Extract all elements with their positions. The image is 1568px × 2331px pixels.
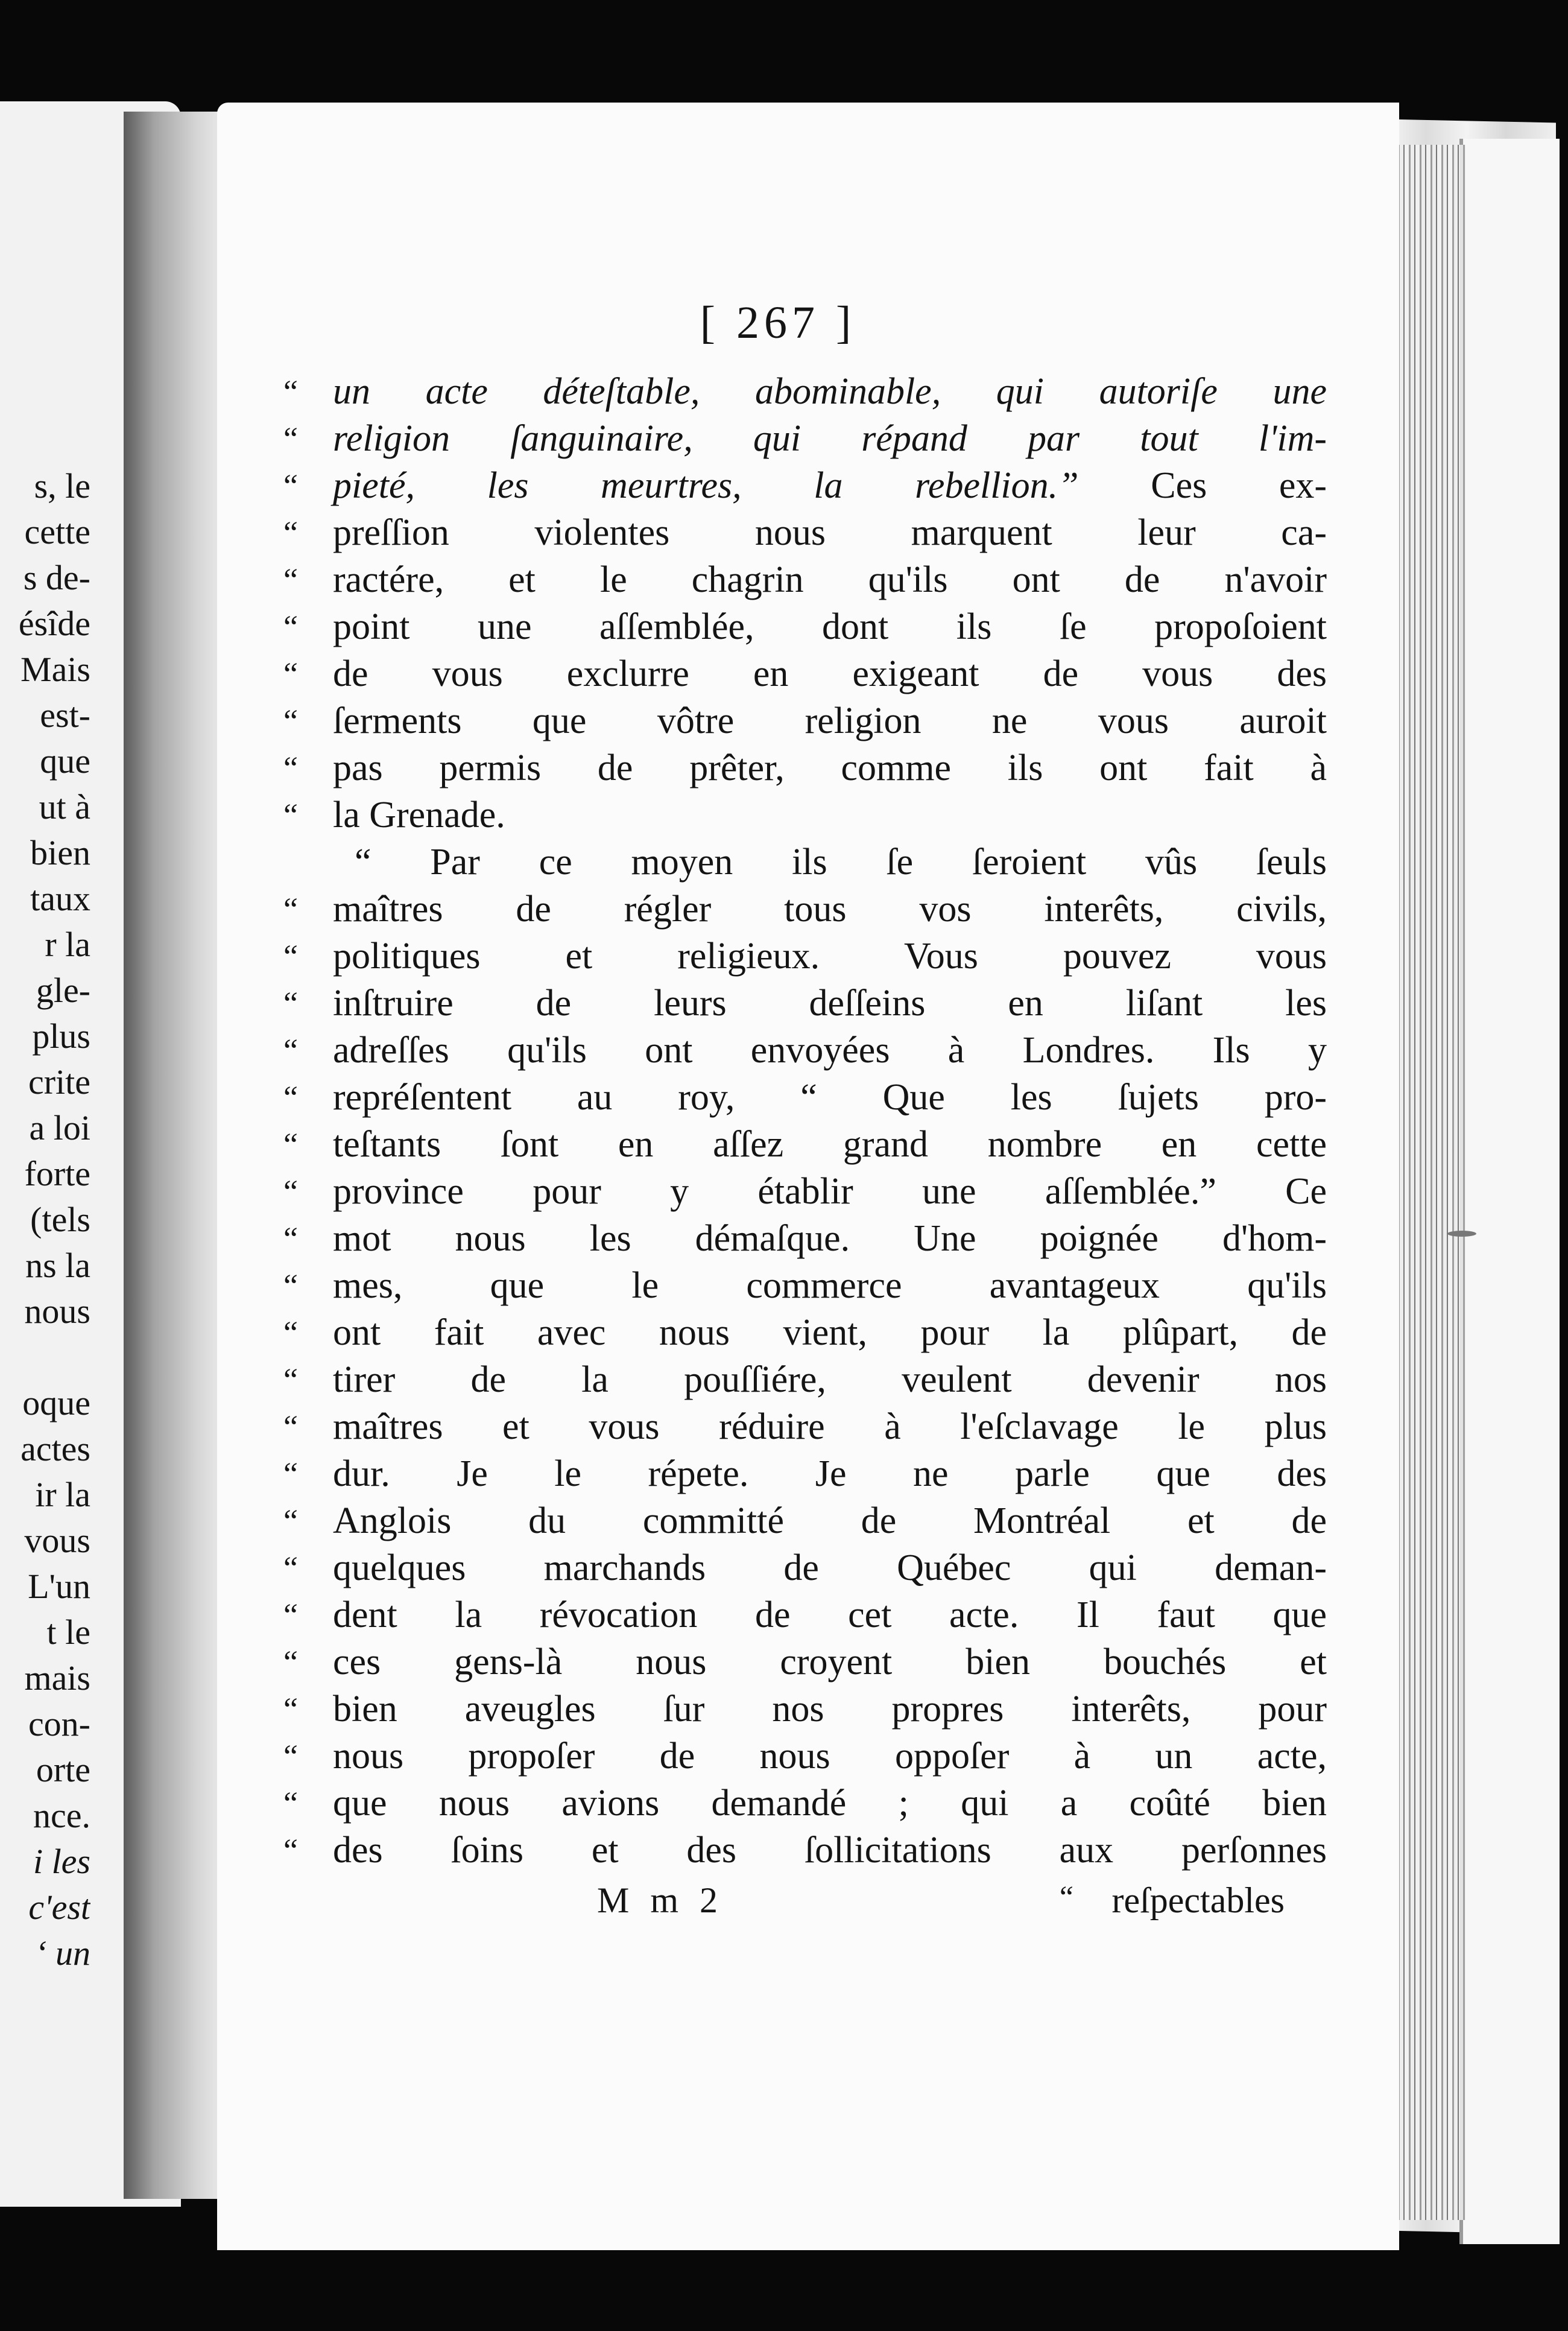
line-quote-mark: “: [283, 373, 298, 410]
text-line: [283, 1168, 1327, 1215]
line-quote-mark: “: [283, 1691, 298, 1727]
text-line: [283, 1827, 1327, 1874]
text-line: [283, 415, 1327, 462]
line-quote-mark: “: [283, 1173, 298, 1210]
text-line: [283, 650, 1327, 697]
line-quote-mark: “: [283, 985, 298, 1021]
line-quote-mark: “: [283, 1362, 298, 1398]
previous-page-line: t le: [46, 1613, 90, 1652]
line-quote-mark: “: [283, 656, 298, 692]
previous-page-line: ir la: [35, 1475, 90, 1514]
line-text: maîtres et vous réduire à l'eſclavage le plus: [333, 1406, 1327, 1447]
line-quote-mark: “: [283, 1126, 298, 1162]
book-gutter-shadow: [124, 112, 226, 2199]
signature-mark: M m 2: [597, 1880, 724, 1920]
line-quote-mark: “: [283, 1550, 298, 1586]
line-quote-mark: “: [283, 1785, 298, 1821]
previous-page-line: est-: [40, 696, 90, 735]
previous-page-line: que: [40, 741, 90, 781]
line-text: ſerments que vôtre religion ne vous auroit: [333, 700, 1327, 741]
line-quote-mark: “: [283, 420, 298, 457]
line-quote-mark: “: [283, 1503, 298, 1539]
text-line: [283, 1215, 1327, 1262]
line-quote-mark: “: [283, 1267, 298, 1304]
previous-page-line: s de-: [23, 558, 90, 597]
text-line: [283, 697, 1327, 744]
text-line: [283, 980, 1327, 1027]
page-text-block: [283, 290, 1327, 1934]
previous-page-line: vous: [24, 1521, 90, 1560]
back-cover-board: [1459, 139, 1560, 2244]
line-text: point une aſſemblée, dont ils ſe propoſoient: [333, 606, 1327, 647]
line-text: nous propoſer de nous oppoſer à un acte,: [333, 1736, 1327, 1777]
previous-page-line: oque: [22, 1383, 90, 1422]
text-line: [283, 1497, 1327, 1544]
line-text: ractére, et le chagrin qu'ils ont de n'avoir: [333, 559, 1327, 600]
line-quote-mark: “: [283, 468, 298, 504]
line-quote-mark: “: [283, 1597, 298, 1633]
line-quote-mark: “: [283, 1079, 298, 1115]
text-line: [283, 462, 1327, 509]
text-line: [283, 1733, 1327, 1780]
previous-page-line: ns la: [25, 1246, 90, 1285]
previous-page-line: a loi: [29, 1108, 90, 1147]
text-line: [283, 744, 1327, 791]
previous-page-line: (tels: [30, 1200, 90, 1239]
line-quote-mark: “: [283, 1644, 298, 1680]
line-quote-mark: “: [283, 797, 298, 833]
page-267: [217, 103, 1399, 2250]
line-quote-mark: “: [283, 938, 298, 974]
previous-page-line: nous: [24, 1292, 90, 1331]
text-line: [283, 933, 1327, 980]
line-text: que nous avions demandé ; qui a coûté bien: [333, 1783, 1327, 1824]
text-line: [283, 1403, 1327, 1450]
previous-page-line: forte: [24, 1154, 90, 1193]
text-line: [283, 1544, 1327, 1591]
text-line: [283, 839, 1327, 886]
previous-page-line: i les: [33, 1842, 90, 1881]
line-quote-mark: “: [283, 1220, 298, 1257]
previous-page-line: mais: [24, 1658, 90, 1698]
previous-page-line: con-: [28, 1704, 90, 1743]
previous-page-text: [0, 463, 90, 1976]
line-text: pas permis de prêter, comme ils ont fait à: [333, 747, 1327, 788]
line-text: “ Par ce moyen ils ſe ſeroient vûs ſeuls: [355, 842, 1327, 883]
previous-page-line: ut à: [39, 787, 90, 826]
previous-page-line: bien: [30, 833, 90, 872]
page-footer: [283, 1880, 1327, 1934]
text-line: [283, 1356, 1327, 1403]
line-quote-mark: “: [283, 703, 298, 739]
line-quote-mark: “: [283, 515, 298, 551]
line-text: politiques et religieux. Vous pouvez vous: [333, 936, 1327, 977]
line-text: dent la révocation de cet acte. Il faut que: [333, 1594, 1327, 1635]
line-text: repréſentent au roy, “ Que les ſujets pro-: [333, 1077, 1327, 1118]
line-text: Anglois du committé de Montréal et de: [333, 1500, 1327, 1541]
text-line: [283, 1686, 1327, 1733]
text-line: [283, 556, 1327, 603]
line-text: inſtruire de leurs deſſeins en liſant les: [333, 983, 1327, 1024]
line-text: [333, 462, 1327, 509]
previous-page-line: gle-: [36, 971, 90, 1010]
previous-page-line: plus: [32, 1016, 90, 1056]
text-line: [283, 1591, 1327, 1638]
line-text: un acte déteſtable, abominable, qui autoriſe une: [333, 371, 1327, 412]
line-text: dur. Je le répete. Je ne parle que des: [333, 1453, 1327, 1494]
text-line: [283, 791, 1327, 839]
line-quote-mark: “: [283, 609, 298, 645]
text-line: [283, 1780, 1327, 1827]
text-line: [283, 886, 1327, 933]
line-quote-mark: “: [283, 1409, 298, 1445]
line-quote-mark: “: [283, 1315, 298, 1351]
previous-page-line: orte: [36, 1750, 90, 1789]
previous-page-line: taux: [30, 879, 90, 918]
previous-page-line: cette: [24, 512, 90, 551]
text-line: [283, 1074, 1327, 1121]
page-number-header: [ 267 ]: [700, 297, 856, 348]
line-text: bien aveugles ſur nos propres interêts, pour: [333, 1689, 1327, 1730]
text-line: [283, 1638, 1327, 1686]
line-text: teſtants ſont en aſſez grand nombre en cette: [333, 1124, 1327, 1165]
line-text: ont fait avec nous vient, pour la plûpart, de: [333, 1312, 1327, 1353]
line-text: province pour y établir une aſſemblée.” Ce: [333, 1171, 1327, 1212]
previous-page-line: r la: [45, 925, 90, 964]
previous-page-line: nce.: [33, 1796, 90, 1835]
line-text-roman: Ces ex-: [1078, 465, 1327, 506]
previous-page-line: ésîde: [18, 604, 90, 643]
line-quote-mark: “: [283, 1738, 298, 1774]
text-line: [283, 1450, 1327, 1497]
line-quote-mark: “: [283, 891, 298, 927]
previous-page-line: L'un: [28, 1567, 90, 1606]
line-quote-mark: “: [283, 562, 298, 598]
previous-page-line: s, le: [34, 466, 90, 506]
line-text: quelques marchands de Québec qui deman-: [333, 1547, 1327, 1588]
line-text: preſſion violentes nous marquent leur ca-: [333, 512, 1327, 553]
line-text-italic: pieté, les meurtres, la rebellion.”: [333, 465, 1079, 506]
line-text: mes, que le commerce avantageux qu'ils: [333, 1265, 1327, 1306]
line-quote-mark: “: [283, 750, 298, 786]
line-text: de vous exclurre en exigeant de vous des: [333, 653, 1327, 694]
text-line: [283, 509, 1327, 556]
paper-speck: [1447, 1231, 1476, 1237]
text-line: [283, 368, 1327, 415]
text-line: [283, 1309, 1327, 1356]
text-line: [283, 1121, 1327, 1168]
previous-page-line: ‘ un: [35, 1933, 90, 1973]
line-text: mot nous les démaſque. Une poignée d'hom-: [333, 1218, 1327, 1259]
previous-page-line: c'est: [28, 1888, 90, 1927]
line-quote-mark: “: [283, 1456, 298, 1492]
text-line: [283, 1262, 1327, 1309]
previous-page-line: crite: [28, 1062, 90, 1102]
line-text: adreſſes qu'ils ont envoyées à Londres. Ils y: [333, 1030, 1327, 1071]
line-text: la Grenade.: [333, 794, 505, 836]
previous-page-line: [0, 1334, 90, 1380]
line-quote-mark: “: [283, 1032, 298, 1068]
line-text: tirer de la pouſſiére, veulent devenir nos: [333, 1359, 1327, 1400]
line-text: des ſoins et des ſollicitations aux perſonnes: [333, 1830, 1327, 1871]
previous-page-line: actes: [21, 1429, 90, 1468]
text-line: [283, 603, 1327, 650]
line-text: ces gens-là nous croyent bien bouchés et: [333, 1641, 1327, 1682]
line-text: religion ſanguinaire, qui répand par tout l'im-: [333, 418, 1327, 459]
previous-page-line: Mais: [21, 650, 90, 689]
text-line: [283, 1027, 1327, 1074]
catchword-quote-mark: “: [1059, 1880, 1073, 1915]
catchword: reſpectables: [1111, 1880, 1285, 1920]
body-text: [283, 368, 1327, 1874]
line-quote-mark: “: [283, 1832, 298, 1868]
line-text: maîtres de régler tous vos interêts, civils,: [333, 889, 1327, 930]
